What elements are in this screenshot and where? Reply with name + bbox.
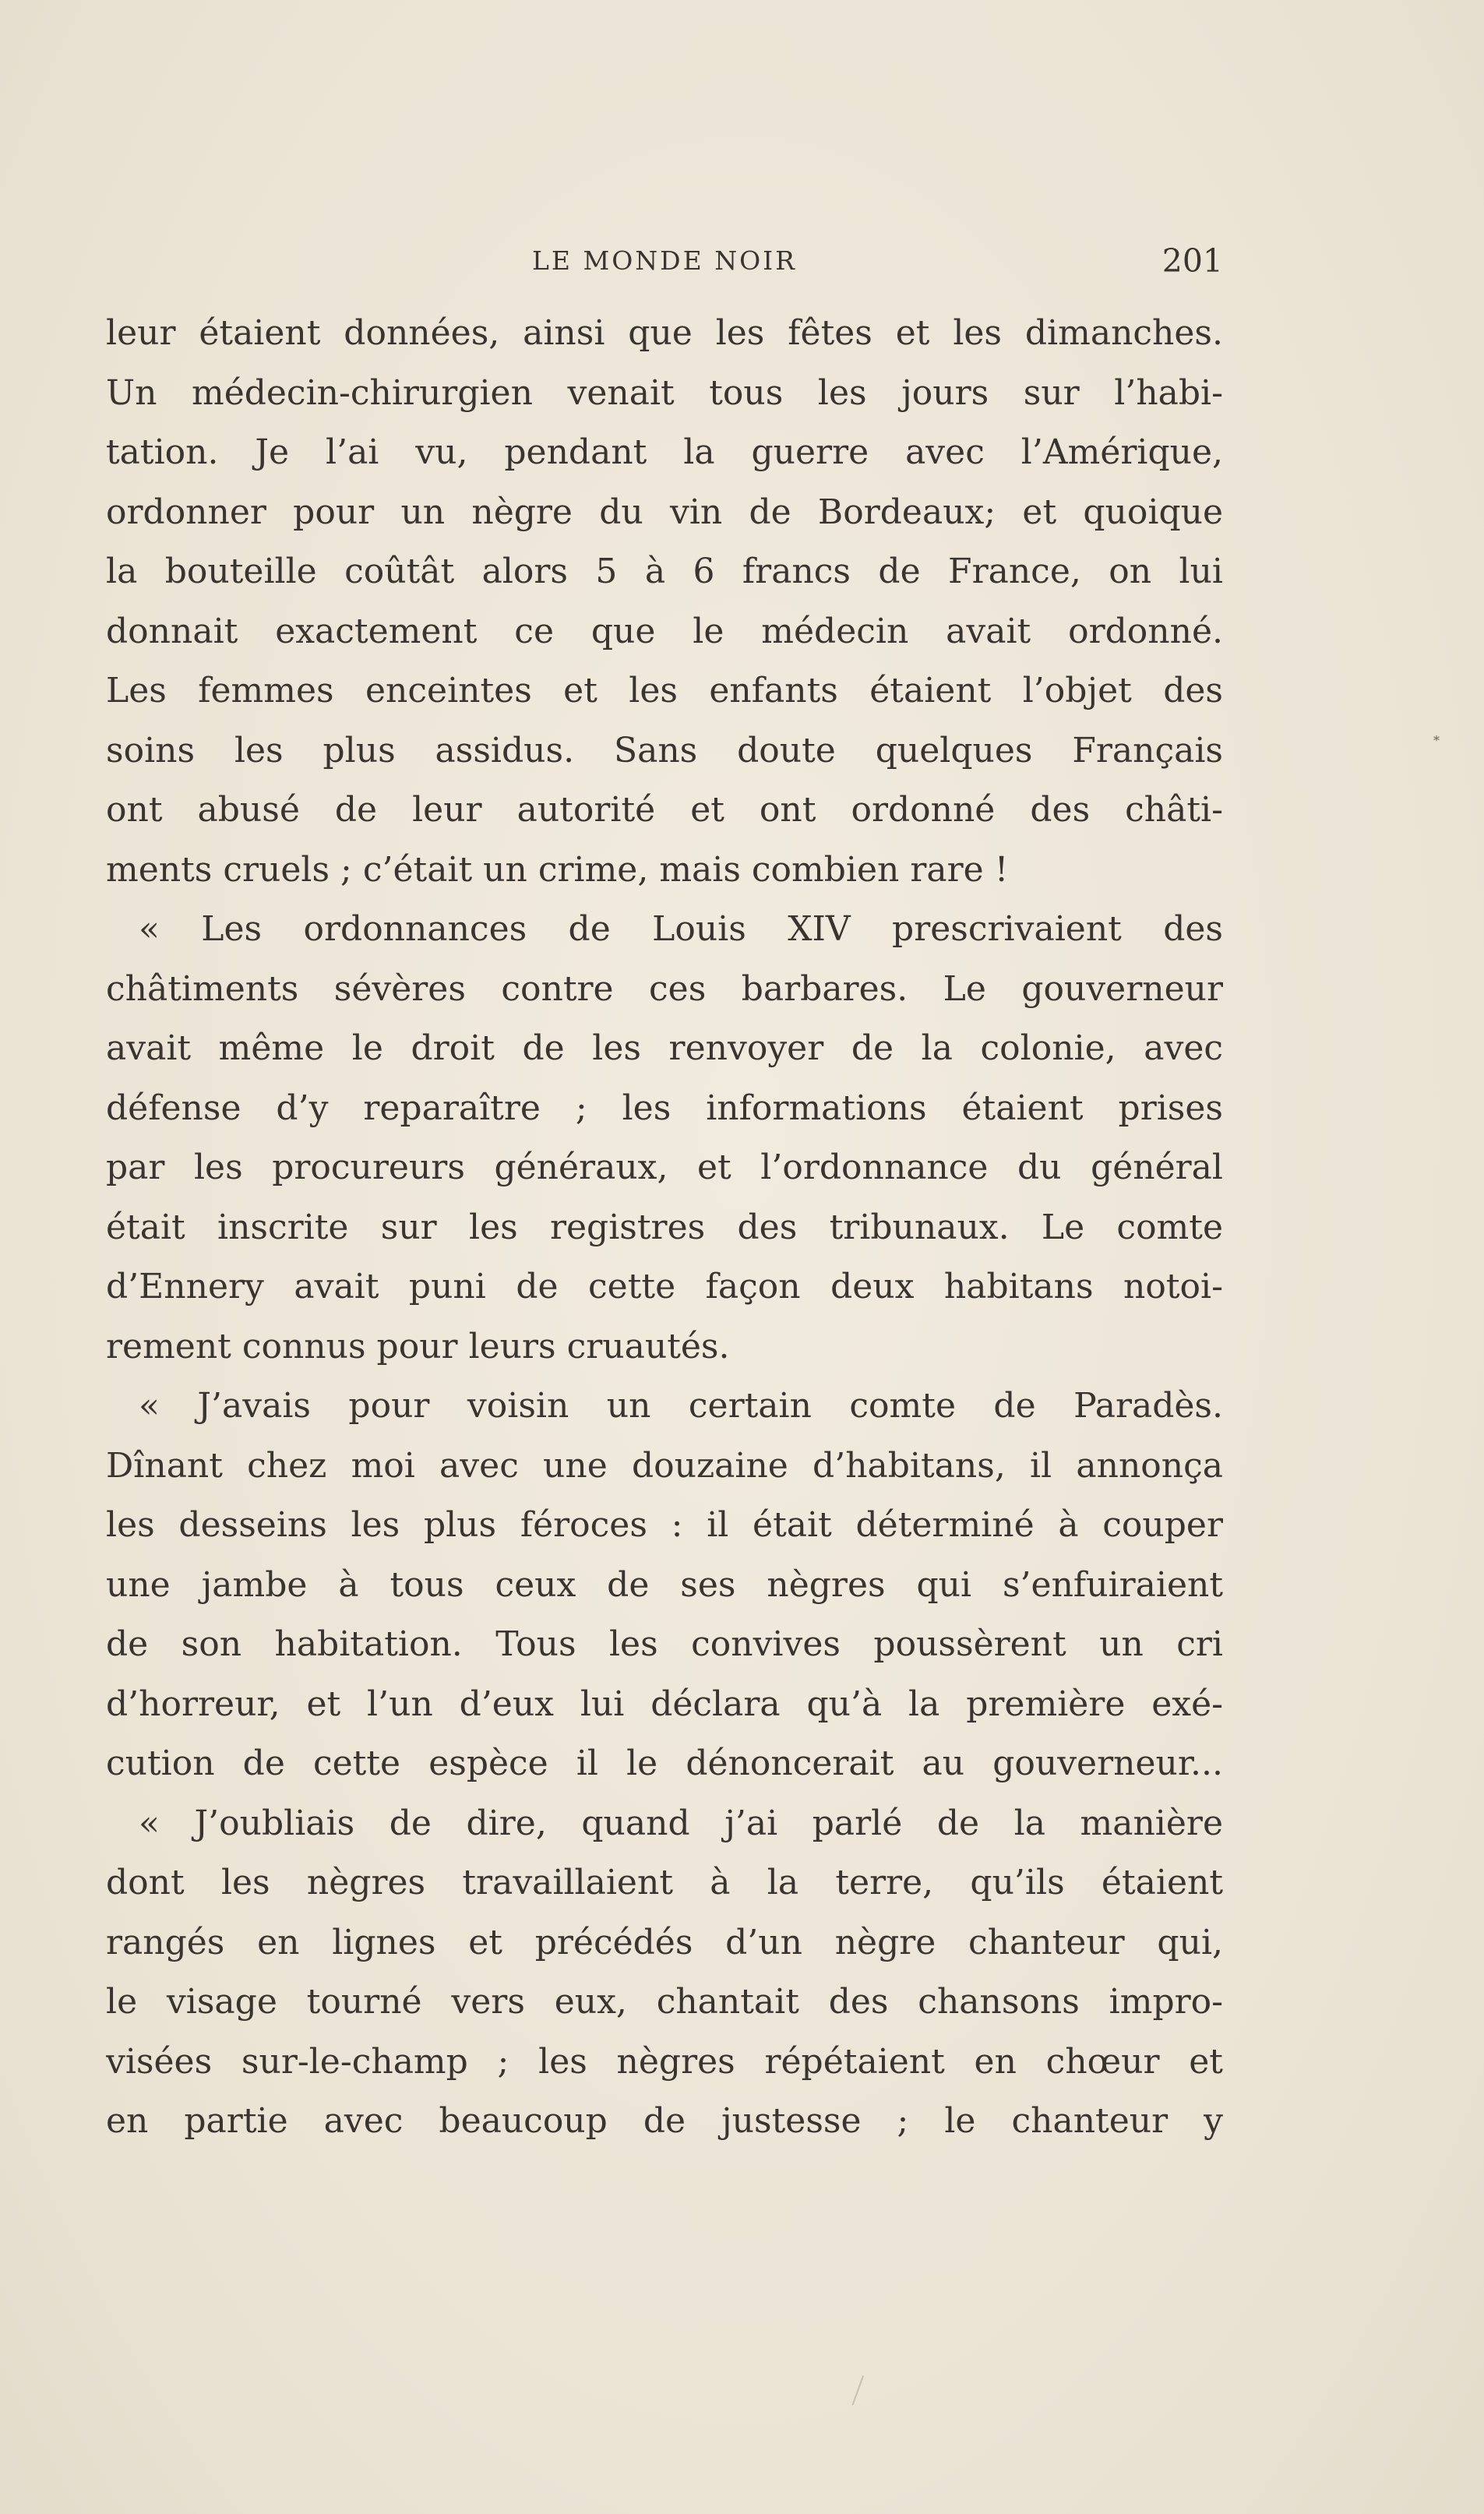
text-line: une jambe à tous ceux de ses nègres qui s’enfuiraient (106, 1564, 1223, 1605)
running-head-title: LE MONDE NOIR (531, 245, 798, 276)
text-line: châtiments sévères contre ces barbares. Le gouverneur (106, 968, 1223, 1009)
text-line: de son habitation. Tous les convives poussèrent un cri (106, 1624, 1223, 1664)
text-line: défense d’y reparaître ; les informations étaient prises (106, 1088, 1223, 1128)
text-line: était inscrite sur les registres des tribunaux. Le comte (106, 1207, 1223, 1247)
text-line: la bouteille coûtât alors 5 à 6 francs de France, on lui (106, 552, 1223, 591)
text-line: ments cruels ; c’était un crime, mais combien rare ! (106, 849, 1009, 890)
text-line: rangés en lignes et précédés d’un nègre chanteur qui, (106, 1922, 1223, 1962)
text-line: dont les nègres travaillaient à la terre, qu’ils étaient (106, 1863, 1223, 1902)
text-line: le visage tourné vers eux, chantait des chansons impro- (106, 1982, 1223, 2022)
text-line: visées sur-le-champ ; les nègres répétaient en chœur et (106, 2041, 1223, 2082)
text-line: Un médecin-chirurgien venait tous les jours sur l’habi- (106, 372, 1223, 413)
body-text (106, 304, 1223, 2152)
page-number: 201 (1161, 242, 1223, 280)
text-line: « J’oubliais de dire, quand j’ai parlé de la manière (139, 1803, 1223, 1843)
text-line: « Les ordonnances de Louis XIV prescrivaient des (139, 909, 1223, 949)
text-line: d’Ennery avait puni de cette façon deux habitans notoi- (106, 1267, 1223, 1306)
text-line: Dînant chez moi avec une douzaine d’habitans, il annonça (106, 1445, 1223, 1486)
paper-speck: * (1433, 733, 1440, 748)
text-line: soins les plus assidus. Sans doute quelques Français (106, 730, 1223, 770)
text-line: d’horreur, et l’un d’eux lui déclara qu’à la première exé- (106, 1684, 1223, 1724)
text-line: ont abusé de leur autorité et ont ordonné des châti- (106, 790, 1223, 830)
text-line: avait même le droit de les renvoyer de la colonie, avec (106, 1028, 1223, 1068)
text-line: rement connus pour leurs cruautés. (106, 1326, 730, 1366)
text-line: cution de cette espèce il le dénoncerait au gouverneur... (106, 1744, 1223, 1783)
text-line: tation. Je l’ai vu, pendant la guerre avec l’Amérique, (106, 432, 1223, 472)
text-line: leur étaient données, ainsi que les fêtes et les dimanches. (106, 313, 1223, 353)
text-line: en partie avec beaucoup de justesse ; le chanteur y (106, 2101, 1223, 2141)
text-line: par les procureurs généraux, et l’ordonnance du général (106, 1148, 1223, 1187)
text-line: Les femmes enceintes et les enfants étaient l’objet des (106, 671, 1223, 710)
running-head (106, 238, 1223, 284)
text-line: les desseins les plus féroces : il était déterminé à couper (106, 1505, 1223, 1545)
text-line: « J’avais pour voisin un certain comte de Paradès. (139, 1386, 1223, 1426)
text-line: donnait exactement ce que le médecin avait ordonné. (106, 611, 1223, 651)
paper-mark (852, 2375, 872, 2408)
text-line: ordonner pour un nègre du vin de Bordeaux; et quoique (106, 492, 1223, 532)
